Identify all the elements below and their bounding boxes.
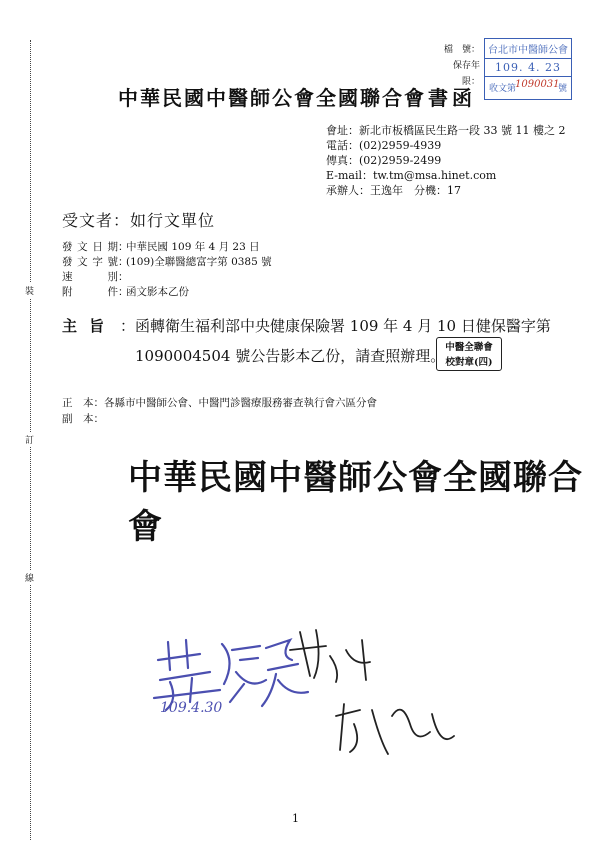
meta-row: 發文日期 ： 中華民國 109 年 4 月 23 日 [62, 241, 260, 253]
contact-block [326, 123, 565, 198]
meta-key: 附件 [62, 286, 118, 298]
receipt-stamp [484, 38, 572, 100]
meta-row: 速別 ： [62, 271, 129, 283]
contact-address: 會址：新北市板橋區民生路一段 33 號 11 樓之 2 [326, 124, 566, 137]
subject-line-2: 1090004504 號公告影本乙份，請查照辦理。 [135, 347, 446, 365]
main-recipients [62, 395, 377, 411]
receipt-stamp-org: 台北市中醫師公會 [485, 41, 571, 59]
contact-phone: 電話：(02)2959-4939 [326, 139, 442, 152]
binding-char-ding: 訂 [25, 432, 34, 447]
binding-char-zhuang: 裝 [25, 283, 34, 298]
retention-label: 保存年限： [452, 61, 480, 87]
receipt-stamp-suffix: 號 [557, 84, 567, 94]
binding-char-xian: 線 [25, 570, 34, 585]
dispatch-meta [62, 240, 272, 300]
signature-date: 109.4.30 [160, 700, 223, 716]
main-recipients-label: 正 本： [62, 397, 104, 409]
main-recipients-value: 各縣市中醫師公會、中醫門診醫療服務審查執行會六區分會 [104, 397, 377, 409]
meta-key: 發文日期 [62, 241, 118, 253]
proofread-stamp-line1: 中醫全聯會 [445, 342, 493, 353]
page-number: 1 [292, 812, 299, 825]
meta-key: 發文字號 [62, 256, 118, 268]
meta-row: 附件 ： 函文影本乙份 [62, 286, 189, 298]
contact-email: E-mail：tw.tm@msa.hinet.com [326, 169, 497, 182]
meta-value: (109)全聯醫總富字第 0385 號 [126, 256, 272, 268]
copies-block [62, 395, 377, 427]
proofread-stamp-line2: 校對章(四) [445, 357, 493, 368]
document-type: 書函 [428, 86, 476, 110]
receiver: 受文者：如行文單位 [62, 211, 216, 230]
meta-key: 速別 [62, 271, 118, 283]
receipt-stamp-number: 1090031 [515, 79, 560, 90]
cc-recipients-label: 副 本： [62, 413, 104, 425]
meta-value: 函文影本乙份 [126, 286, 189, 298]
signature-black-2 [336, 704, 454, 754]
receipt-stamp-prefix: 收文第 [489, 84, 517, 94]
proofread-stamp [436, 337, 502, 371]
subject-line-1: ：函轉衛生福利部中央健康保險署 109 年 4 月 10 日健保醫字第 [120, 317, 551, 335]
signature-black-1 [290, 630, 370, 682]
subject-label: 主旨 [62, 317, 117, 335]
file-no-label: 檔 號： [443, 45, 480, 55]
organization-seal: 中華民國中醫師公會全國聯合會 [128, 458, 583, 547]
contact-handler: 承辦人：王逸年 分機：17 [326, 184, 461, 197]
receipt-stamp-date: 109. 4. 23 [485, 61, 571, 77]
meta-value: 中華民國 109 年 4 月 23 日 [126, 241, 260, 253]
meta-row: 發文字號 ： (109)全聯醫總富字第 0385 號 [62, 256, 272, 268]
document-title: 中華民國中醫師公會全國聯合會 [118, 86, 426, 110]
contact-fax: 傳真：(02)2959-2499 [326, 154, 442, 167]
